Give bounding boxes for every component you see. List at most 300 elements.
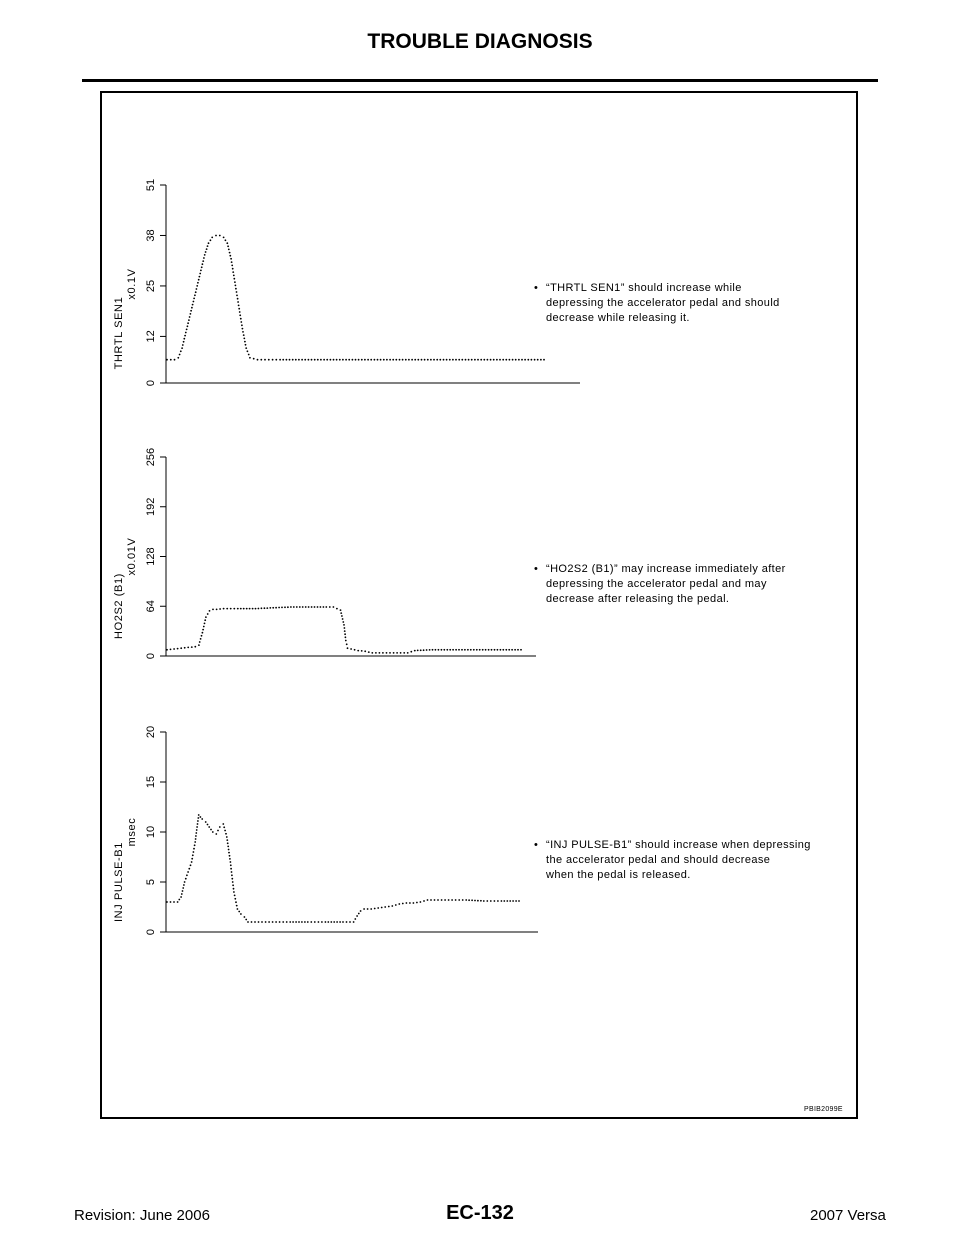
data-point — [247, 921, 249, 923]
data-point — [261, 921, 263, 923]
data-point — [245, 919, 247, 921]
data-point — [183, 341, 185, 343]
data-point — [301, 359, 303, 361]
data-point — [193, 851, 195, 853]
vehicle-model: 2007 Versa — [810, 1207, 886, 1224]
data-point — [222, 823, 224, 825]
data-point — [320, 606, 322, 608]
data-point — [203, 257, 205, 259]
data-point — [232, 268, 234, 270]
data-point — [193, 301, 195, 303]
data-point — [421, 359, 423, 361]
data-point — [200, 816, 202, 818]
data-point — [166, 359, 168, 361]
data-point — [509, 900, 511, 902]
data-point — [258, 608, 260, 610]
data-point — [260, 359, 262, 361]
data-point — [183, 884, 185, 886]
data-point — [187, 325, 189, 327]
data-point — [225, 833, 227, 835]
data-point — [349, 921, 351, 923]
note-inj-pulse-b1 — [534, 838, 864, 883]
data-point — [198, 814, 200, 816]
data-point — [174, 359, 176, 361]
data-point — [511, 649, 513, 651]
data-point — [429, 649, 431, 651]
data-point — [225, 239, 227, 241]
data-point — [518, 359, 520, 361]
data-point — [278, 607, 280, 609]
data-point — [515, 359, 517, 361]
data-point — [181, 347, 183, 349]
data-point — [342, 618, 344, 620]
data-point — [217, 830, 219, 832]
data-point — [240, 318, 242, 320]
data-point — [237, 301, 239, 303]
data-point — [517, 649, 519, 651]
data-point — [308, 359, 310, 361]
data-point — [194, 841, 196, 843]
data-point — [329, 606, 331, 608]
data-point — [245, 344, 247, 346]
data-point — [192, 304, 194, 306]
data-point — [166, 649, 168, 651]
note-text: “INJ PULSE-B1” should increase when depressing the accelerator pedal and should decrease when the pedal is released. — [546, 839, 811, 881]
data-point — [468, 359, 470, 361]
data-point — [395, 904, 397, 906]
data-point — [455, 649, 457, 651]
data-point — [231, 874, 233, 876]
data-point — [226, 839, 228, 841]
data-point — [505, 359, 507, 361]
data-point — [386, 652, 388, 654]
data-point — [305, 606, 307, 608]
data-point — [200, 270, 202, 272]
data-point — [284, 606, 286, 608]
data-point — [230, 868, 232, 870]
data-point — [230, 608, 232, 610]
y-tick-label: 192 — [145, 497, 157, 516]
data-point — [185, 332, 187, 334]
data-point — [344, 633, 346, 635]
data-point — [252, 608, 254, 610]
data-point — [408, 359, 410, 361]
data-point — [520, 649, 522, 651]
data-point — [461, 359, 463, 361]
data-point — [188, 868, 190, 870]
data-point — [301, 921, 303, 923]
chart-inj-pulse-b1 — [113, 726, 538, 935]
data-point — [423, 649, 425, 651]
data-point — [345, 636, 347, 638]
data-point — [432, 649, 434, 651]
data-point — [455, 899, 457, 901]
data-point — [398, 903, 400, 905]
data-point — [286, 921, 288, 923]
note-ho2s2-b1 — [534, 562, 864, 607]
data-point — [232, 884, 234, 886]
data-point — [207, 613, 209, 615]
data-point — [197, 282, 199, 284]
data-point — [451, 899, 453, 901]
data-point — [427, 359, 429, 361]
data-point — [465, 899, 467, 901]
y-axis-unit: x0.1V — [126, 268, 138, 300]
data-point — [474, 359, 476, 361]
data-point — [248, 354, 250, 356]
data-point — [200, 638, 202, 640]
data-point — [502, 649, 504, 651]
data-point — [272, 607, 274, 609]
data-point — [296, 606, 298, 608]
data-point — [279, 359, 281, 361]
data-point — [205, 821, 207, 823]
y-tick-label: 25 — [145, 279, 157, 293]
data-point — [311, 359, 313, 361]
data-point — [201, 818, 203, 820]
data-point — [226, 608, 228, 610]
data-point — [342, 921, 344, 923]
data-point — [371, 652, 373, 654]
data-point — [236, 905, 238, 907]
data-point — [247, 350, 249, 352]
data-point — [265, 921, 267, 923]
data-point — [240, 608, 242, 610]
data-point — [228, 852, 230, 854]
data-point — [444, 899, 446, 901]
data-point — [524, 359, 526, 361]
data-point — [493, 359, 495, 361]
data-point — [244, 341, 246, 343]
data-point — [182, 887, 184, 889]
data-point — [196, 829, 198, 831]
data-point — [245, 347, 247, 349]
y-axis-title: THRTL SEN1 — [113, 296, 125, 370]
data-point — [208, 242, 210, 244]
data-point — [477, 359, 479, 361]
data-point — [402, 903, 404, 905]
page-title: TROUBLE DIAGNOSIS — [367, 30, 593, 53]
data-point — [339, 921, 341, 923]
data-point — [304, 921, 306, 923]
y-axis-title: INJ PULSE-B1 — [113, 842, 125, 922]
note-thrtl-sen1 — [534, 281, 864, 326]
data-point — [414, 650, 416, 652]
data-point — [490, 900, 492, 902]
data-point — [239, 314, 241, 316]
data-point — [446, 359, 448, 361]
data-point — [237, 608, 239, 610]
data-point — [413, 902, 415, 904]
data-point — [204, 619, 206, 621]
data-point — [197, 823, 199, 825]
data-point — [480, 900, 482, 902]
data-point — [233, 608, 235, 610]
data-point — [467, 649, 469, 651]
data-point — [386, 359, 388, 361]
data-point — [417, 650, 419, 652]
data-point — [216, 609, 218, 611]
data-point — [325, 921, 327, 923]
data-point — [295, 359, 297, 361]
data-point — [340, 612, 342, 614]
chart-ho2s2-b1 — [113, 447, 539, 660]
data-point — [205, 251, 207, 253]
data-point — [320, 359, 322, 361]
data-point — [358, 359, 360, 361]
data-point — [180, 896, 182, 898]
data-point — [215, 833, 217, 835]
data-point — [326, 359, 328, 361]
y-axis-unit: x0.01V — [126, 537, 138, 576]
data-point — [515, 900, 517, 902]
data-point — [508, 649, 510, 651]
data-point — [184, 881, 186, 883]
data-point — [177, 648, 179, 650]
data-point — [193, 298, 195, 300]
data-point — [521, 359, 523, 361]
data-point — [420, 901, 422, 903]
data-point — [233, 888, 235, 890]
data-point — [191, 858, 193, 860]
data-point — [205, 616, 207, 618]
data-point — [197, 817, 199, 819]
data-point — [494, 900, 496, 902]
data-point — [257, 359, 259, 361]
data-point — [400, 652, 402, 654]
data-point — [308, 606, 310, 608]
data-point — [170, 649, 172, 651]
data-point — [414, 359, 416, 361]
data-point — [219, 608, 221, 610]
data-point — [330, 359, 332, 361]
y-tick-label: 64 — [145, 600, 157, 613]
data-point — [233, 891, 235, 893]
data-point — [237, 298, 239, 300]
data-point — [464, 649, 466, 651]
data-point — [458, 649, 460, 651]
data-point — [231, 871, 233, 873]
data-point — [321, 921, 323, 923]
data-point — [238, 308, 240, 310]
note-bullet: • — [534, 282, 539, 294]
data-point — [384, 906, 386, 908]
data-point — [295, 921, 297, 923]
data-point — [254, 921, 256, 923]
data-point — [236, 295, 238, 297]
data-point — [307, 921, 309, 923]
data-point — [212, 831, 214, 833]
data-point — [188, 319, 190, 321]
data-point — [333, 359, 335, 361]
data-point — [346, 643, 348, 645]
data-point — [287, 606, 289, 608]
data-point — [190, 313, 192, 315]
data-point — [361, 650, 363, 652]
data-point — [356, 915, 358, 917]
data-point — [186, 874, 188, 876]
data-point — [231, 878, 233, 880]
data-point — [197, 820, 199, 822]
data-point — [344, 627, 346, 629]
data-point — [512, 359, 514, 361]
data-point — [201, 266, 203, 268]
data-point — [242, 331, 244, 333]
data-point — [502, 359, 504, 361]
data-point — [210, 829, 212, 831]
data-point — [223, 237, 225, 239]
data-point — [241, 324, 243, 326]
y-tick-label: 5 — [145, 878, 157, 886]
data-point — [426, 649, 428, 651]
data-point — [207, 245, 209, 247]
data-point — [298, 359, 300, 361]
data-point — [437, 899, 439, 901]
revision-date: Revision: June 2006 — [74, 1207, 210, 1224]
data-point — [235, 901, 237, 903]
data-point — [170, 359, 172, 361]
data-point — [310, 921, 312, 923]
data-point — [389, 359, 391, 361]
data-point — [244, 916, 246, 918]
data-point — [227, 842, 229, 844]
data-point — [299, 606, 301, 608]
data-point — [292, 359, 294, 361]
data-point — [282, 359, 284, 361]
data-point — [488, 649, 490, 651]
data-point — [537, 359, 539, 361]
data-point — [420, 649, 422, 651]
data-point — [354, 918, 356, 920]
data-point — [370, 908, 372, 910]
page-number: EC-132 — [446, 1202, 514, 1224]
data-point — [317, 606, 319, 608]
data-point — [202, 263, 204, 265]
note-bullet: • — [534, 839, 539, 851]
data-point — [452, 359, 454, 361]
data-point — [268, 921, 270, 923]
data-point — [187, 322, 189, 324]
data-point — [209, 610, 211, 612]
data-point — [354, 649, 356, 651]
data-point — [388, 906, 390, 908]
data-point — [238, 305, 240, 307]
data-point — [236, 291, 238, 293]
data-point — [227, 245, 229, 247]
data-point — [311, 606, 313, 608]
data-point — [226, 836, 228, 838]
data-point — [179, 354, 181, 356]
data-point — [314, 921, 316, 923]
y-tick-label: 15 — [145, 775, 157, 789]
data-point — [230, 258, 232, 260]
data-point — [330, 921, 332, 923]
chart-thrtl-sen1 — [113, 179, 580, 386]
data-point — [323, 606, 325, 608]
y-axis-unit: msec — [126, 817, 138, 847]
data-point — [223, 608, 225, 610]
data-point — [448, 899, 450, 901]
data-point — [234, 281, 236, 283]
data-point — [191, 861, 193, 863]
data-point — [230, 861, 232, 863]
data-point — [292, 921, 294, 923]
data-point — [352, 359, 354, 361]
data-point — [314, 606, 316, 608]
data-point — [229, 255, 231, 257]
data-point — [435, 649, 437, 651]
data-point — [194, 294, 196, 296]
data-point — [470, 649, 472, 651]
data-point — [449, 359, 451, 361]
data-point — [229, 858, 231, 860]
data-point — [255, 608, 257, 610]
data-point — [314, 359, 316, 361]
data-point — [476, 649, 478, 651]
data-point — [177, 357, 179, 359]
data-point — [497, 649, 499, 651]
data-point — [240, 913, 242, 915]
data-point — [471, 899, 473, 901]
data-point — [462, 899, 464, 901]
data-point — [178, 899, 180, 901]
data-point — [235, 285, 237, 287]
data-point — [374, 359, 376, 361]
data-point — [455, 359, 457, 361]
data-point — [272, 921, 274, 923]
data-point — [279, 921, 281, 923]
data-point — [242, 328, 244, 330]
data-point — [237, 908, 239, 910]
data-point — [215, 235, 217, 237]
data-point — [443, 359, 445, 361]
data-point — [344, 630, 346, 632]
data-point — [228, 849, 230, 851]
data-point — [480, 359, 482, 361]
data-point — [243, 608, 245, 610]
data-point — [505, 649, 507, 651]
data-point — [275, 607, 277, 609]
data-point — [293, 606, 295, 608]
data-point — [166, 901, 168, 903]
data-point — [391, 905, 393, 907]
data-point — [439, 359, 441, 361]
data-point — [374, 908, 376, 910]
data-point — [494, 649, 496, 651]
data-point — [474, 900, 476, 902]
data-point — [485, 649, 487, 651]
data-point — [417, 359, 419, 361]
data-point — [403, 652, 405, 654]
data-point — [427, 899, 429, 901]
data-point — [353, 921, 355, 923]
data-point — [183, 338, 185, 340]
data-point — [275, 921, 277, 923]
data-point — [226, 242, 228, 244]
data-point — [506, 900, 508, 902]
data-point — [282, 921, 284, 923]
data-point — [219, 826, 221, 828]
data-point — [233, 275, 235, 277]
note-bullet: • — [534, 563, 539, 575]
data-point — [402, 359, 404, 361]
data-point — [234, 895, 236, 897]
data-point — [368, 651, 370, 653]
data-point — [336, 608, 338, 610]
data-point — [272, 359, 274, 361]
y-axis-title: HO2S2 (B1) — [113, 573, 125, 639]
data-point — [430, 359, 432, 361]
